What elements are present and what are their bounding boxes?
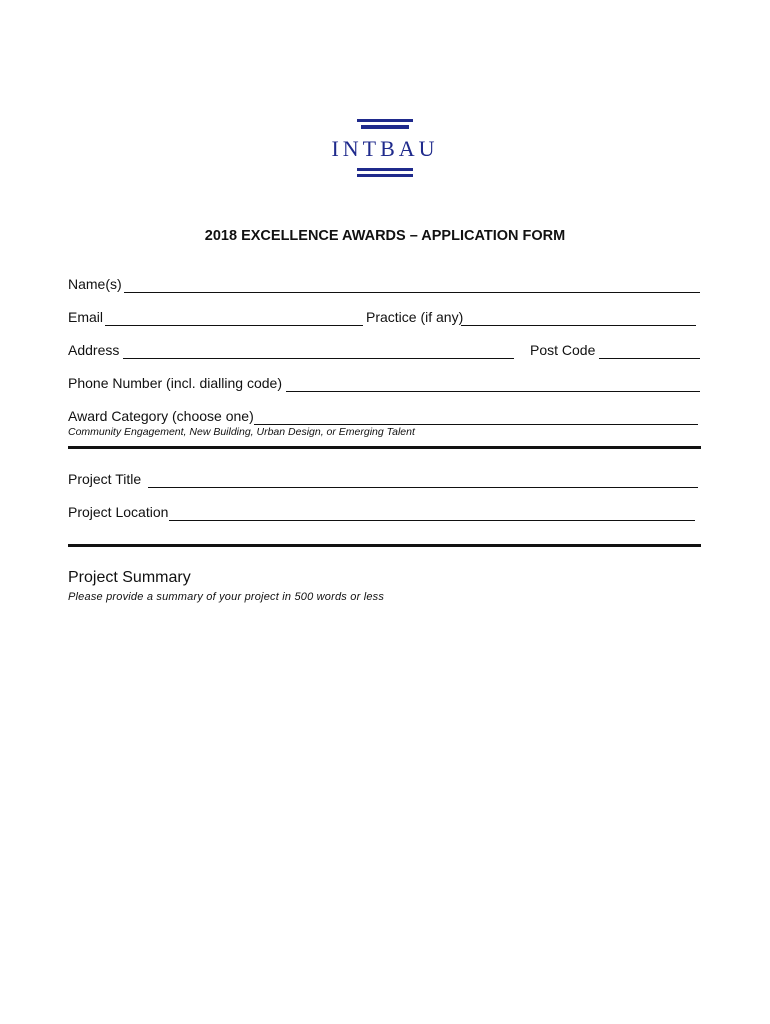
address-label: Address [68, 342, 120, 358]
email-label: Email [68, 309, 104, 325]
project-location-label: Project Location [68, 504, 169, 520]
section-divider-2 [68, 544, 701, 547]
award-category-input-line[interactable] [254, 424, 698, 425]
form-title: 2018 EXCELLENCE AWARDS – APPLICATION FORM [204, 228, 566, 244]
intbau-logo [320, 116, 450, 182]
award-category-row [68, 408, 701, 428]
phone-row [68, 375, 701, 395]
project-title-input-line[interactable] [148, 487, 698, 488]
project-location-row [68, 504, 701, 524]
names-label: Name(s) [68, 276, 122, 292]
project-summary-hint: Please provide a summary of your project in 500 words or less [68, 591, 385, 603]
email-input-line[interactable] [105, 325, 363, 326]
names-input-line[interactable] [124, 292, 700, 293]
email-row [68, 309, 701, 329]
project-title-row [68, 471, 701, 491]
project-summary-heading: Project Summary [68, 569, 191, 586]
logo-bottom-bar [357, 168, 413, 171]
names-row [68, 276, 701, 296]
logo-bottom-bar-2 [357, 174, 413, 177]
practice-label: Practice (if any) [366, 309, 464, 325]
postcode-input-line[interactable] [599, 358, 700, 359]
address-input-line[interactable] [123, 358, 514, 359]
project-location-input-line[interactable] [169, 520, 695, 521]
phone-input-line[interactable] [286, 391, 700, 392]
practice-input-line[interactable] [461, 325, 696, 326]
section-divider-1 [68, 446, 701, 449]
logo-wordmark: INTBAU [331, 136, 439, 161]
logo-top-bar-thick [361, 125, 409, 129]
postcode-label: Post Code [530, 342, 596, 358]
logo-top-bar [357, 119, 413, 122]
address-row [68, 342, 701, 362]
project-title-label: Project Title [68, 471, 142, 487]
phone-label: Phone Number (incl. dialling code) [68, 375, 282, 391]
award-category-hint: Community Engagement, New Building, Urban Design, or Emerging Talent [68, 426, 415, 438]
award-category-label: Award Category (choose one) [68, 408, 254, 424]
